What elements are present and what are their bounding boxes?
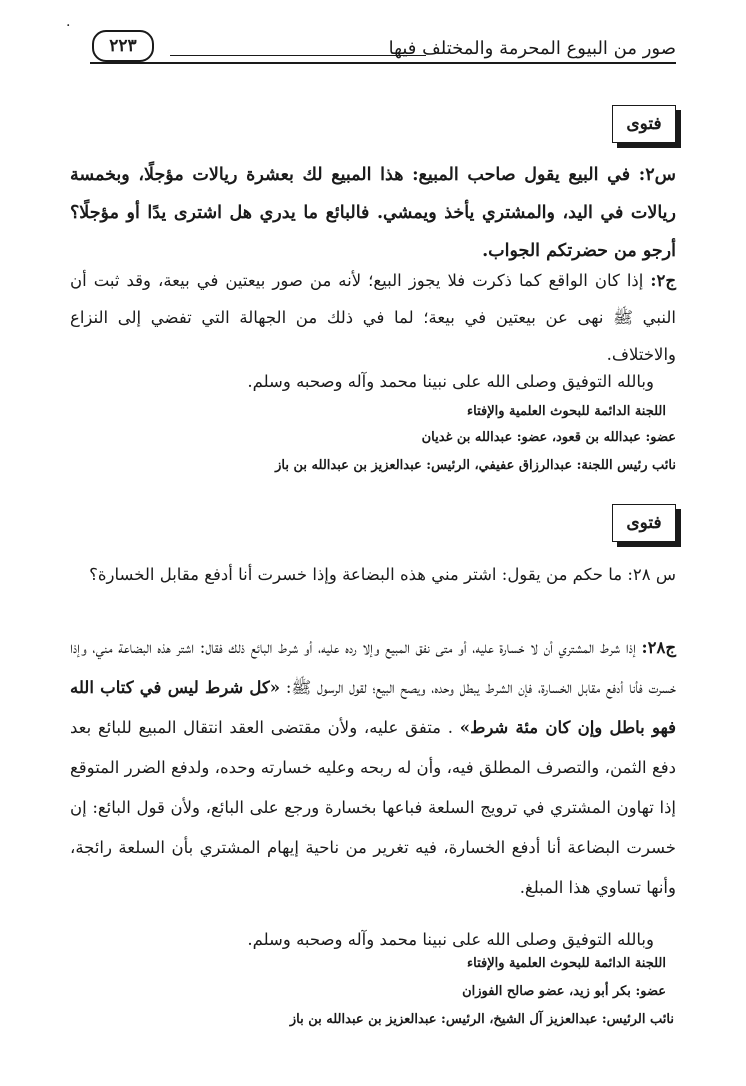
fatwa2-question-text: ما حكم من يقول: اشتر مني هذه البضاعة وإذا خسرت أنا أدفع مقابل الخسارة؟	[89, 565, 623, 584]
fatwa2-committee: اللجنة الدائمة للبحوث العلمية والإفتاء	[467, 956, 666, 971]
fatwa1-question-label: س٢:	[638, 165, 677, 185]
fatwa1-question	[70, 156, 676, 270]
fatwa1-answer-text: إذا كان الواقع كما ذكرت فلا يجوز البيع؛ لأنه من صور بيعتين في بيعة، وقد ثبت أن النبي ﷺ نهى عن بيعتين في بيعة؛ لما في ذلك من الجهالة التي تفضي إلى النزاع والاختلاف.	[70, 271, 676, 364]
fatwa2-answer-part2: . متفق عليه، ولأن مقتضى العقد انتقال المبيع للبائع بعد دفع الثمن، والتصرف المطلق فيه، وأن له ربحه وعليه خسارته وحده، ولدفع الضرر المتوقع إذا تهاون المشتري في ترويج السلعة فباعها بخسارة ورجع على البائع، ولأن قول البائع: إن خسرت البضاعة أنا أدفع الخسارة، فيه تغرير من ناحية إيهام المشتري بأن السلعة رائجة، وأنها تساوي هذا المبلغ.	[70, 718, 676, 897]
running-title: صور من البيوع المحرمة والمختلف فيها	[388, 38, 676, 59]
fatwa1-closing: وبالله التوفيق وصلى الله على نبينا محمد وآله وصحبه وسلم.	[247, 372, 654, 391]
fatwa2-question-label: س ٢٨:	[627, 565, 676, 584]
fatwa1-answer-label: ج٢:	[650, 271, 676, 290]
page-number: ٢٢٣	[92, 30, 154, 62]
fatwa2-hadith: «كل شرط ليس في كتاب الله فهو باطل وإن كان مئة شرط»	[70, 678, 677, 737]
fatwa2-leaders: نائب الرئيس: عبدالعزيز آل الشيخ، الرئيس: عبدالعزيز بن عبدالله بن باز	[289, 1012, 674, 1027]
fatwa2-members: عضو: بكر أبو زيد، عضو صالح الفوزان	[462, 984, 666, 999]
fatwa1-leaders: نائب رئيس اللجنة: عبدالرزاق عفيفي، الرئيس: عبدالعزيز بن عبدالله بن باز	[275, 458, 676, 473]
fatwa2-answer-part1: إذا شرط المشتري أن لا خسارة عليه، أو متى نفق المبيع وإلا رده عليه، أو شرط البائع ذلك فقال: اشتر هذه البضاعة مني، وإذا خسرت فأنا أدفع مقابل الخسارة، فإن الشرط يبطل وحده، ويصح البيع؛ لقول الرسول ﷺ:	[70, 638, 676, 697]
fatwa2-question	[70, 556, 676, 593]
fatwa1-committee: اللجنة الدائمة للبحوث العلمية والإفتاء	[467, 404, 666, 419]
header-inner-rule	[170, 55, 426, 56]
fatwa2-answer-label: ج٢٨:	[641, 638, 676, 657]
fatwa-label-box-1: فتوى	[612, 105, 676, 143]
fatwa2-closing: وبالله التوفيق وصلى الله على نبينا محمد وآله وصحبه وسلم.	[247, 930, 654, 949]
header-rule	[90, 62, 676, 64]
fatwa1-answer	[70, 262, 676, 373]
fatwa1-question-text: في البيع يقول صاحب المبيع: هذا المبيع لك بعشرة ريالات مؤجلًا، وبخمسة ريالات في اليد، والمشتري يأخذ ويمشي. فالبائع ما يدري هل اشترى يدًا أو مؤجلًا؟ أرجو من حضرتكم الجواب.	[70, 165, 676, 261]
fatwa-label-box-2: فتوى	[612, 504, 676, 542]
fatwa2-answer	[70, 628, 676, 908]
fatwa1-members: عضو: عبدالله بن قعود، عضو: عبدالله بن غديان	[421, 430, 676, 445]
ornament-dot: .	[66, 14, 71, 30]
